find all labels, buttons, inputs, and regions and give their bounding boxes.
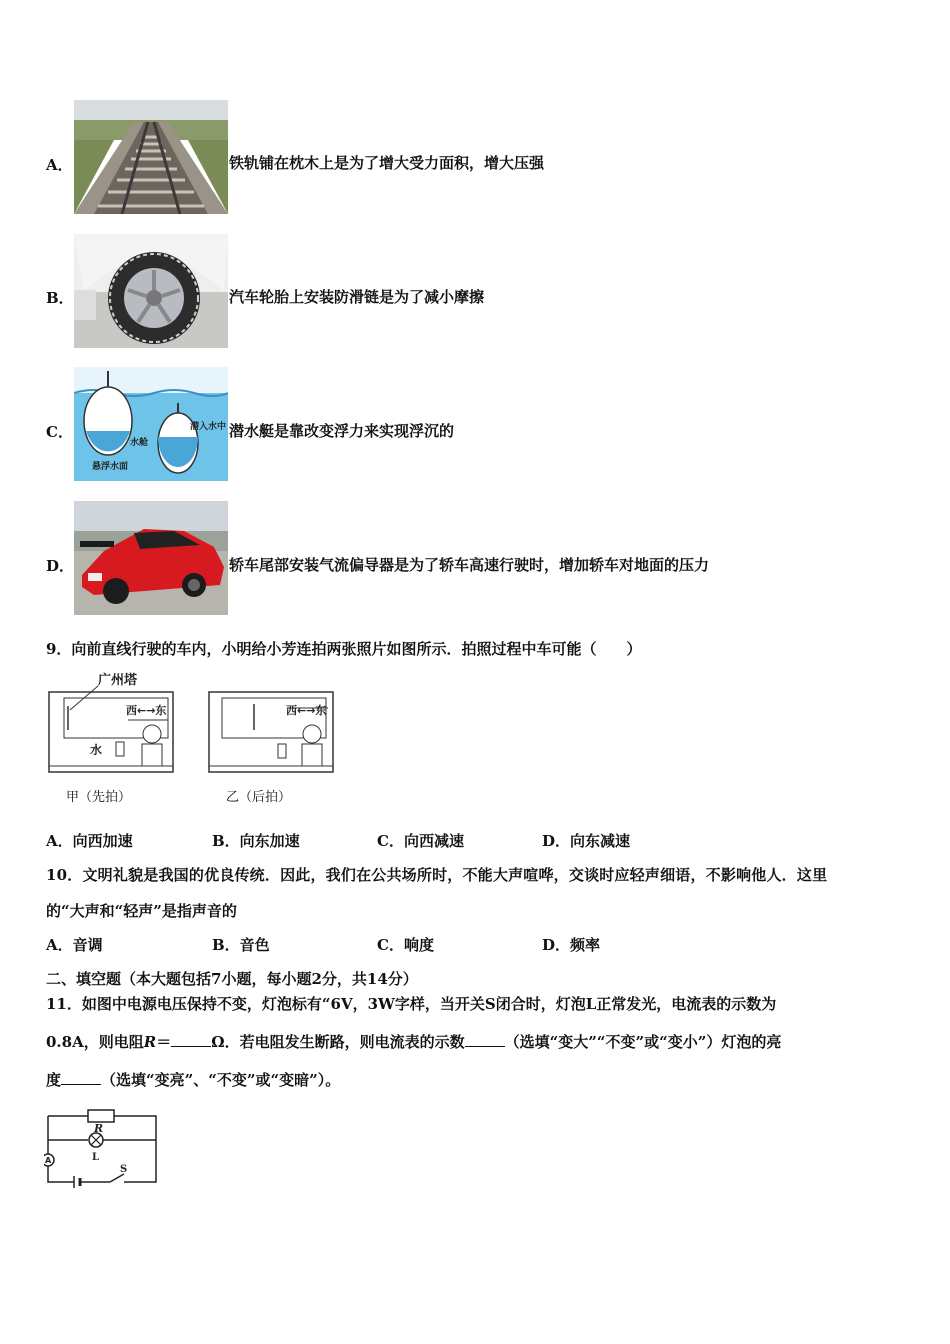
q9-choice-c: C．向西减速 [377, 832, 464, 850]
circuit-s-label: S [120, 1164, 128, 1175]
photo-caption-left: 甲（先拍） [66, 790, 132, 805]
q11-line3-b: （选填“变亮”、“不变”或“变暗”）。 [101, 1071, 341, 1089]
q11-line2-d: （选填“变大”“不变”或“变小”）灯泡的亮 [504, 1033, 782, 1051]
blank-ammeter[interactable] [465, 1032, 505, 1047]
submarine-label-right: 潜入水中 [190, 422, 227, 432]
q11-line-2 [46, 1031, 781, 1052]
submarine-label-middle: 水舱 [130, 438, 149, 448]
q11-line-3 [46, 1069, 340, 1090]
q10-choice-b: B．音色 [212, 936, 270, 954]
q9-choice-d: D．向东减速 [542, 832, 631, 850]
option-a-text: 铁轨铺在枕木上是为了增大受力面积，增大压强 [229, 154, 545, 172]
q10-choice-d: D．频率 [542, 936, 601, 954]
q10-line-1: 10．文明礼貌是我国的优良传统．因此，我们在公共场所时，不能大声喧哗，交谈时应轻声细语，不影响他人．这里 [46, 866, 828, 884]
circuit-r-label: R [94, 1122, 104, 1135]
option-c-letter: C． [46, 423, 73, 441]
west-east-right: 西←→东 [286, 704, 327, 717]
tower-label: 广州塔 [98, 673, 138, 688]
q10-choice-a: A．音调 [46, 936, 103, 954]
q10-line-2: 的“大声和“轻声”是指声音的 [46, 902, 237, 920]
q11-line3-a: 度 [46, 1071, 62, 1089]
west-east-left: 西←→东 [126, 704, 167, 717]
blank-resistance[interactable] [171, 1032, 211, 1047]
circuit-a-label: A [45, 1156, 52, 1165]
q9-stem: 9．向前直线行驶的车内，小明给小芳连拍两张照片如图所示．拍照过程中车可能（ ） [46, 640, 642, 658]
submarine-diagram-image [74, 367, 228, 481]
circuit-l-label: L [92, 1152, 100, 1163]
resistor-symbol [88, 1110, 114, 1122]
q11-line2-c: Ω．若电阻发生断路，则电流表的示数 [211, 1033, 465, 1051]
blank-brightness[interactable] [61, 1070, 101, 1085]
water-label: 水 [90, 743, 103, 757]
q11-r-symbol: R [143, 1033, 157, 1051]
circuit-diagram [44, 1106, 164, 1194]
option-d-letter: D． [46, 557, 75, 575]
option-b-text: 汽车轮胎上安装防滑链是为了减小摩擦 [229, 288, 485, 306]
railway-track-image [74, 100, 228, 214]
submarine-label-left: 悬浮水面 [92, 462, 129, 472]
photo-caption-right: 乙（后拍） [226, 790, 292, 805]
option-c-text: 潜水艇是靠改变浮力来实现浮沉的 [229, 422, 455, 440]
option-d-text: 轿车尾部安装气流偏导器是为了轿车高速行驶时，增加轿车对地面的压力 [229, 556, 710, 574]
q11-line2-b: ＝ [156, 1033, 172, 1051]
q10-choice-c: C．响度 [377, 936, 434, 954]
q9-choice-b: B．向东加速 [212, 832, 300, 850]
option-b-letter: B． [46, 289, 74, 307]
q11-line2-a: 0.8A，则电阻 [46, 1033, 144, 1051]
option-a-letter: A． [46, 156, 73, 174]
q11-line-1: 11．如图中电源电压保持不变，灯泡标有“6V，3W字样，当开关S闭合时，灯泡L正常发光，电流表的示数为 [46, 995, 777, 1013]
red-car-spoiler-image [74, 501, 228, 615]
q9-choice-a: A．向西加速 [46, 832, 133, 850]
q9-figure [46, 668, 346, 808]
switch-symbol [110, 1174, 124, 1182]
tire-chain-image [74, 234, 228, 348]
section-2-heading: 二、填空题（本大题包括7小题，每小题2分，共14分） [46, 970, 418, 988]
